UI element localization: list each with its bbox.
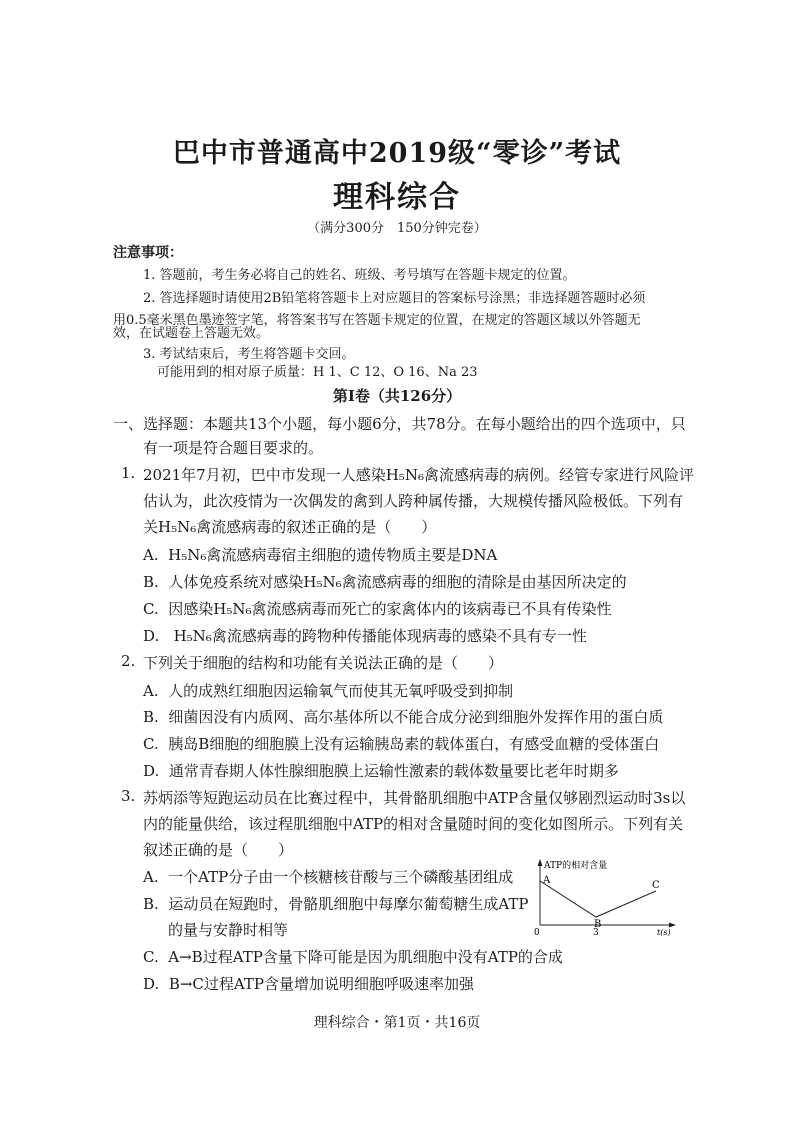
q3-stem-line3: 叙述正确的是（ ）	[143, 841, 294, 859]
q3-stem-line2: 内的能量供给，该过程肌细胞中ATP的相对含量随时间的变化如图所示。下列有关	[143, 815, 684, 833]
section-intro-cont: 有一项是符合题目要求的。	[143, 439, 324, 457]
exam-title: 巴中市普通高中2019级“零诊”考试	[172, 138, 622, 169]
virus-name: H₅N₆	[385, 466, 424, 484]
exam-subject: 理科综合	[333, 180, 461, 215]
q3-option-b: B. 运动员在短跑时，骨骼肌细胞中每摩尔葡萄糖生成ATP	[143, 895, 529, 913]
q1-option-b: B. 人体免疫系统对感染H₅N₆禽流感病毒的细胞的清除是由基因所决定的	[143, 573, 627, 591]
q2-option-a: A. 人的成熟红细胞因运输氧气而使其无氧呼吸受到抑制	[143, 682, 514, 700]
q2-option-d: D. 通常青春期人体性腺细胞膜上运输性激素的载体数量要比老年时期多	[143, 762, 619, 780]
q2-option-c: C. 胰岛B细胞的细胞膜上没有运输胰岛素的载体蛋白，有感受血糖的受体蛋白	[143, 735, 660, 753]
q2-number: 2.	[121, 652, 136, 670]
q3-stem-line1: 苏炳添等短跑运动员在比赛过程中，其骨骼肌细胞中ATP含量仅够剧烈运动时3s以	[143, 789, 686, 807]
point-c-label: C	[652, 880, 660, 891]
section-title: 第Ⅰ卷（共126分）	[332, 387, 462, 405]
virus-name: H₅N₆	[213, 600, 252, 618]
q3-option-d: D. B→C过程ATP含量增加说明细胞呼吸速率加强	[143, 975, 474, 993]
tick-3-label: 3	[593, 928, 599, 937]
q2-option-b: B. 细菌因没有内质网、高尔基体所以不能合成分泌到细胞外发挥作用的蛋白质	[143, 708, 664, 726]
section-intro: 一、选择题：本题共13个小题，每小题6分，共78分。在每小题给出的四个选项中，只	[113, 415, 686, 433]
point-a-label: A	[543, 875, 551, 886]
notice-heading: 注意事项：	[113, 245, 183, 261]
atp-curve	[540, 881, 656, 917]
notice-line: 2. 答选择题时请使用2B铅笔将答题卡上对应题目的答案标号涂黑；非选择题答题时必须	[143, 291, 646, 306]
q1-stem-line3: 关H₅N₆禽流感病毒的叙述正确的是（ ）	[143, 518, 437, 536]
notice-line: 3. 考试结束后，考生将答题卡交回。	[143, 347, 355, 362]
virus-name: H₅N₆	[303, 573, 342, 591]
y-axis-arrow	[538, 859, 543, 866]
q1-option-d: D. H₅N₆禽流感病毒的跨物种传播能体现病毒的感染不具有专一性	[143, 627, 587, 645]
q2-stem: 下列关于细胞的结构和功能有关说法正确的是（ ）	[143, 654, 504, 672]
exam-info: （满分300分 150分钟完卷）	[307, 221, 487, 236]
q1-stem-line2: 估认为，此次疫情为一次偶发的禽到人跨种属传播，大规模传播风险极低。下列有	[143, 492, 684, 510]
q3-option-c: C. A→B过程ATP含量下降可能是因为肌细胞中没有ATP的合成	[143, 948, 563, 966]
notice-line: 效，在试题卷上答题无效。	[113, 326, 270, 341]
x-axis-label: t(s)	[657, 928, 671, 937]
q1-stem-line1: 2021年7月初，巴中市发现一人感染H₅N₆禽流感病毒的病例。经管专家进行风险评	[143, 466, 694, 484]
virus-name: H₅N₆	[158, 518, 197, 536]
page-footer: 理科综合・第1页・共16页	[313, 1015, 481, 1031]
virus-name: H₅N₆	[173, 627, 212, 645]
atomic-mass-line: 可能用到的相对原子质量：H 1、C 12、O 16、Na 23	[157, 365, 478, 380]
q1-option-a: A. H₅N₆禽流感病毒宿主细胞的遗传物质主要是DNA	[143, 546, 498, 564]
virus-name: H₅N₆	[168, 546, 207, 564]
y-axis-label: ATP的相对含量	[544, 861, 608, 871]
notice-line: 用0.5毫米黑色墨迹签字笔，将答案书写在答题卡规定的位置，在规定的答题区域以外答题无	[113, 313, 641, 328]
q1-option-c: C. 因感染H₅N₆禽流感病毒而死亡的家禽体内的该病毒已不具有传染性	[143, 600, 612, 618]
q1-number: 1.	[121, 464, 136, 482]
notice-line: 1. 答题前，考生务必将自己的姓名、班级、考号填写在答题卡规定的位置。	[143, 268, 576, 283]
q3-option-b-cont: 的量与安静时相等	[168, 921, 289, 939]
point-b-label: B	[594, 919, 602, 930]
q3-number: 3.	[121, 787, 136, 805]
origin-label: 0	[534, 928, 540, 937]
q3-option-a: A. 一个ATP分子由一个核糖核苷酸与三个磷酸基团组成	[143, 868, 514, 886]
atp-graph	[532, 855, 682, 937]
x-axis-arrow	[669, 923, 676, 928]
